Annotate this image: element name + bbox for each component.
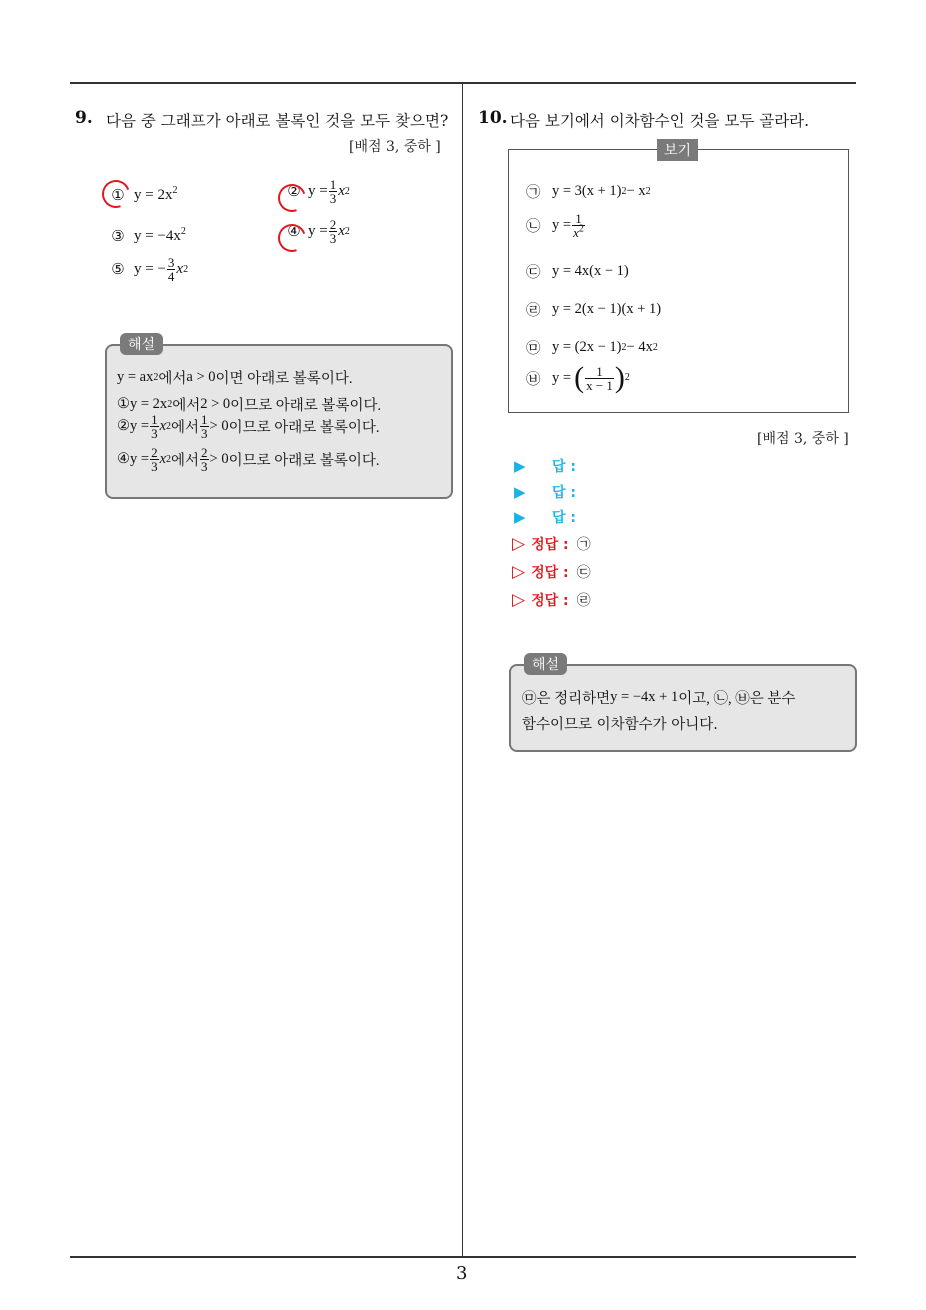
option-mark: ③: [111, 229, 125, 245]
q9-solution-line-3: ② y = $\frac{1}{3}$ x 2 에서 $\frac{1}{3}$ > 0 이므로 아래로 볼록이다.: [117, 412, 380, 441]
selected-circle-icon: [273, 179, 310, 216]
correct-value: ㉣: [576, 593, 591, 609]
correct-answer-row-1: [512, 534, 591, 554]
q10-solution-tag: 해설: [524, 653, 567, 675]
option-expr: y = $\frac{2}{3}$ x 2: [308, 217, 350, 246]
q10-bogi-item-1: ㉠ y = 3(x + 1) 2 − x 2: [526, 183, 651, 201]
option-mark: ②: [284, 182, 304, 201]
answer-row-1[interactable]: [514, 456, 576, 476]
q10-question-text: 다음 보기에서 이차함수인 것을 모두 골라라.: [510, 112, 810, 130]
q10-bogi-item-2: ㉡ y = $\frac{1}{x^2}$: [526, 211, 584, 240]
q10-number: 10.: [478, 108, 508, 128]
q9-solution-line-1: y = ax 2 에서 a > 0 이면 아래로 볼록이다.: [117, 369, 353, 387]
correct-label: 정답 :: [531, 537, 569, 553]
outline-triangle-icon: ▷: [512, 590, 526, 610]
outline-triangle-icon: ▷: [512, 562, 526, 582]
q10-solution-box: [509, 664, 857, 752]
play-triangle-icon: ▶: [514, 508, 526, 526]
answer-row-2[interactable]: [514, 482, 576, 502]
play-triangle-icon: ▶: [514, 483, 526, 501]
option-expr: $y = -4x^2$: [134, 226, 186, 244]
answer-label: 답 :: [552, 510, 576, 526]
answer-label: 답 :: [552, 459, 576, 475]
answer-row-3[interactable]: [514, 507, 576, 527]
q10-bogi-item-4: ㉣ y = 2(x − 1)(x + 1): [526, 301, 662, 319]
q10-score-meta: [배점 3, 중하 ]: [757, 431, 849, 447]
page-number: 3: [456, 1263, 468, 1284]
q9-solution-line-4: ④ y = $\frac{2}{3}$ x 2 에서 $\frac{2}{3}$ > 0 이므로 아래로 볼록이다.: [117, 445, 380, 474]
q9-option-4[interactable]: [284, 218, 350, 245]
q9-solution-line-2: ① y = 2x 2 에서 2 > 0 이므로 아래로 볼록이다.: [117, 396, 382, 414]
option-expr: $y = 2x^2$: [134, 185, 178, 203]
q9-option-1[interactable]: [108, 186, 177, 205]
q10-bogi-item-6: ㉥ y = ( $\frac{1}{x - 1}$ ) 2: [526, 361, 630, 394]
play-triangle-icon: ▶: [514, 457, 526, 475]
correct-value: ㉠: [576, 537, 591, 553]
correct-answer-row-3: [512, 590, 591, 610]
bottom-rule: [70, 1256, 856, 1258]
q9-question-text: 다음 중 그래프가 아래로 볼록인 것을 모두 찾으면?: [106, 112, 449, 130]
q10-bogi-tag: 보기: [657, 139, 698, 161]
correct-answer-row-2: [512, 562, 591, 582]
option-mark: ⑤: [111, 262, 125, 278]
q10-bogi-item-3: ㉢ y = 4x(x − 1): [526, 263, 629, 281]
selected-circle-icon: [97, 175, 134, 212]
q9-option-3[interactable]: [108, 227, 186, 246]
selected-circle-icon: [273, 219, 310, 256]
correct-value: ㉢: [576, 565, 591, 581]
q10-solution-line-1: ㉤은 정리하면 y = −4x + 1 이고, ㉡, ㉥은 분수: [522, 689, 796, 707]
q9-solution-tag: 해설: [120, 333, 163, 355]
option-mark: ④: [284, 222, 304, 241]
option-mark: ①: [108, 186, 128, 205]
correct-label: 정답 :: [531, 593, 569, 609]
column-divider: [462, 82, 463, 1257]
answer-label: 답 :: [552, 485, 576, 501]
option-expr: y = − $\frac{3}{4}$ x 2: [134, 255, 189, 284]
option-expr: y = $\frac{1}{3}$ x 2: [308, 177, 350, 206]
q9-score-meta: [배점 3, 중하 ]: [349, 139, 441, 155]
outline-triangle-icon: ▷: [512, 534, 526, 554]
q9-number: 9.: [75, 108, 93, 128]
q10-solution-line-2: 함수이므로 이차함수가 아니다.: [522, 717, 718, 733]
q9-option-2[interactable]: [284, 178, 350, 205]
q9-option-5[interactable]: [108, 256, 188, 283]
q10-bogi-item-5: ㉤ y = (2x − 1) 2 − 4x 2: [526, 339, 658, 357]
top-rule: [70, 82, 856, 84]
correct-label: 정답 :: [531, 565, 569, 581]
